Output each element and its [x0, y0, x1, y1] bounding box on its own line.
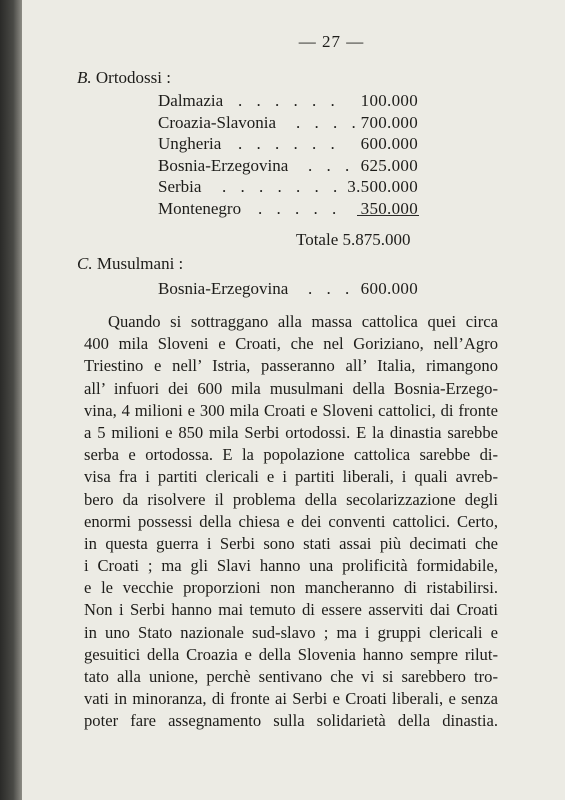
section-b-label: Ortodossi :	[95, 68, 171, 87]
population-value: 100.000	[360, 91, 418, 110]
section-c-label: Musulmani :	[96, 254, 184, 273]
paragraph-line: gesuitici della Croazia e della Slovenia hanno sempre rilut-	[84, 644, 498, 664]
population-value: 625.000	[360, 155, 418, 175]
paragraph-line: Triestino e nell’ Istria, passeranno all’ Italia, rimangono	[84, 356, 498, 376]
book-page	[22, 0, 565, 800]
region-name: Croazia-Slavonia	[158, 112, 277, 132]
population-value: 700.000	[360, 112, 418, 132]
table-row	[158, 198, 418, 220]
paragraph-line: tato alla unione, perchè sentivano che vi si sarebbero tro-	[84, 667, 498, 686]
region-name: Bosnia-Erzegovina	[158, 155, 289, 175]
region-name: Serbia	[158, 177, 202, 196]
region-name: Bosnia-Erzegovina	[158, 279, 289, 298]
body-paragraph	[84, 311, 498, 733]
leader-dots: . . .	[308, 279, 355, 298]
paragraph-line: 400 mila Sloveni e Croati, che nel Goriziano, nell’Agro	[84, 334, 498, 354]
leader-dots: . . .	[308, 155, 355, 175]
total-value: 5.875.000	[342, 230, 411, 249]
population-value: 350.000	[360, 198, 418, 218]
paragraph-line: in uno Stato nazionale sud-slavo ; ma i gruppi clericali e	[84, 622, 498, 642]
paragraph-line: bero da risolvere il problema della secolarizzazione degli	[84, 489, 498, 509]
paragraph-line: Non i Serbi hanno mai temuto di essere asserviti dai Croati	[84, 600, 498, 620]
leader-dots: . . . .	[296, 112, 361, 132]
table-row	[158, 112, 418, 134]
paragraph-line: serba e ortodossa. E la popolazione cattolica sarebbe di-	[84, 445, 498, 465]
paragraph-line: i Croati ; ma gli Slavi hanno una prolificità formidabile,	[84, 556, 498, 576]
table-row	[158, 155, 418, 177]
table-row	[158, 176, 418, 198]
paragraph-line: in questa guerra i Serbi sono stati assai più decimati che	[84, 533, 498, 553]
section-c-heading	[77, 254, 183, 274]
paragraph-line: enormi possessi della chiesa e dei conventi cattolici. Certo,	[84, 511, 498, 531]
section-b-heading	[77, 68, 171, 88]
leader-dots: . . . . . . .	[222, 177, 343, 196]
region-name: Montenegro	[158, 198, 242, 218]
book-spine-shadow	[0, 0, 22, 800]
table-row	[158, 90, 418, 112]
leader-dots: . . . . . .	[238, 91, 340, 110]
table-row	[158, 278, 418, 300]
total-label: Totale	[296, 230, 339, 249]
leader-dots: . . . . .	[258, 198, 342, 218]
population-value: 3.500.000	[347, 177, 418, 196]
paragraph-line: vina, 4 milioni e 300 mila Croati e Sloveni cattolici, di fronte	[84, 400, 498, 420]
sum-rule-line	[357, 215, 419, 216]
paragraph-line: e le vecchie proporzioni non mancheranno di ristabilirsi.	[84, 578, 498, 598]
leader-dots: . . . . . .	[238, 134, 340, 153]
section-b-letter: B.	[77, 68, 92, 87]
population-value: 600.000	[360, 279, 418, 298]
total-line	[296, 230, 410, 250]
population-value: 600.000	[360, 134, 418, 153]
page-number: — 27 —	[298, 32, 365, 51]
paragraph-line: all’ infuori dei 600 mila musulmani della Bosnia-Erzego-	[84, 378, 498, 398]
paragraph-line: a 5 milioni e 850 mila Serbi ortodossi. E la dinastia sarebbe	[84, 422, 498, 442]
section-c-letter: C.	[77, 254, 93, 273]
paragraph-line: Quando si sottraggano alla massa cattolica quei circa	[108, 312, 498, 331]
table-row	[158, 133, 418, 155]
paragraph-line: vati in minoranza, di fronte ai Serbi e Croati liberali, e senza	[84, 689, 498, 709]
paragraph-line: visa fra i partiti clericali e i partiti liberali, i quali avreb-	[84, 467, 498, 487]
paragraph-line: poter fare assegnamento sulla solidarietà della dinastia.	[84, 711, 498, 731]
region-name: Dalmazia	[158, 91, 224, 110]
region-name: Ungheria	[158, 134, 222, 153]
